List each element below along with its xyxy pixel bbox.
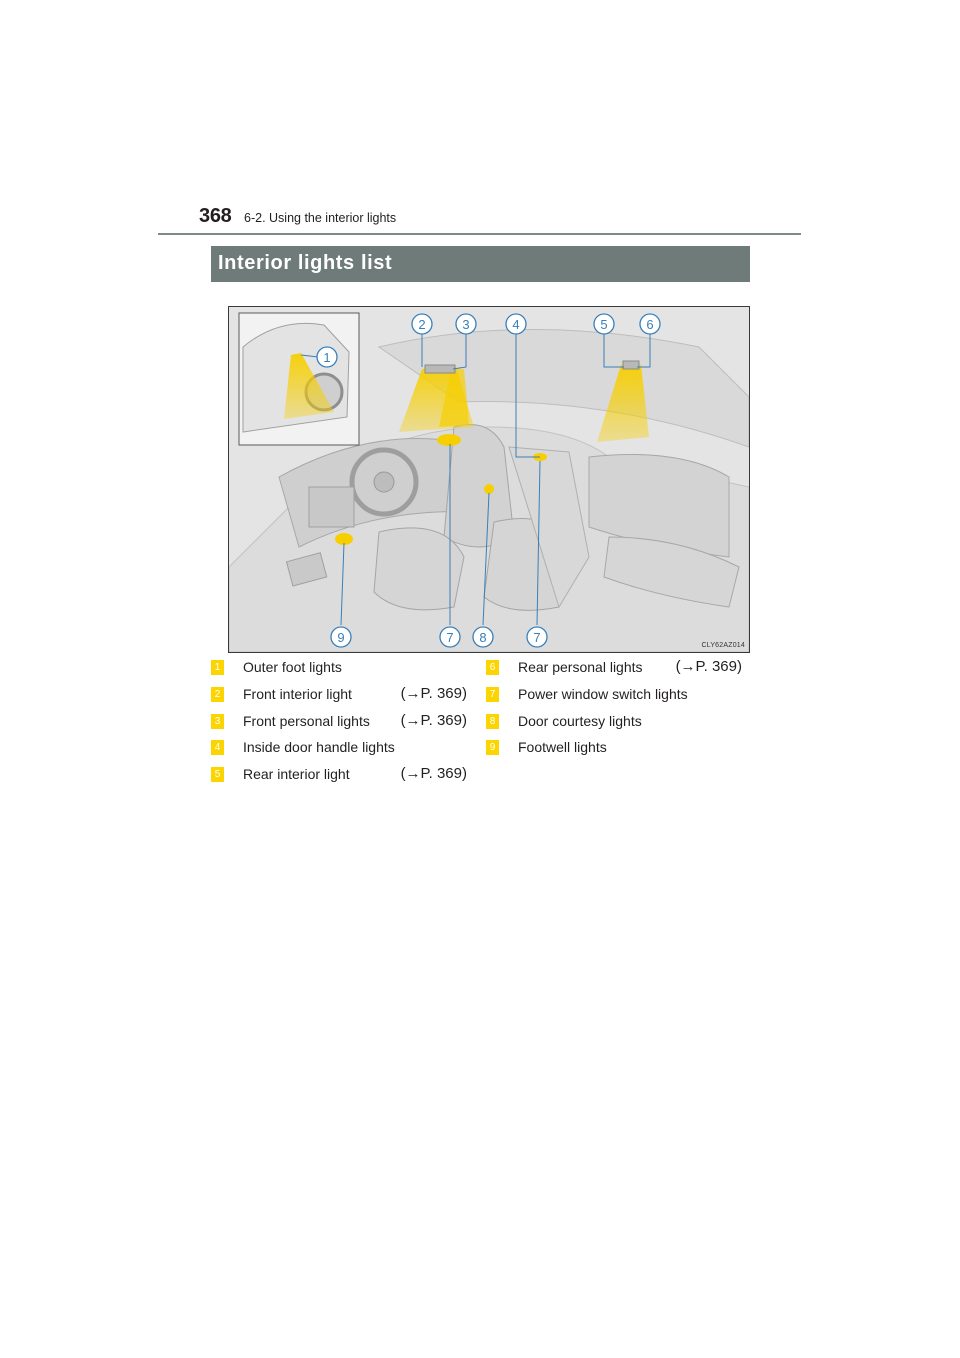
legend-list-left [211,657,471,791]
page-reference[interactable]: (→P. 369) [675,658,742,675]
item-number-badge: 1 [211,660,224,675]
item-number-badge: 9 [486,740,499,755]
item-number-badge: 4 [211,740,224,755]
item-label: Outer foot lights [243,659,342,675]
callout-3: 3 [462,317,470,332]
item-label: Front interior light [243,685,352,702]
item-label: Inside door handle lights [243,739,395,756]
page-reference[interactable]: (→P. 369) [400,711,467,729]
list-item [486,737,750,764]
title-bar [211,246,750,282]
callout-2: 2 [418,317,426,332]
callout-6: 6 [646,317,654,332]
callout-8: 8 [479,630,487,645]
callout-4: 4 [512,317,520,332]
list-item [211,737,471,764]
section-title: 6-2. Using the interior lights [244,211,397,225]
item-label: Rear interior light [243,766,350,783]
list-item [486,657,750,684]
callout-9: 9 [337,630,345,645]
list-item [486,684,750,711]
item-label: Footwell lights [518,739,607,756]
callout-1: 1 [323,350,331,365]
list-item [211,764,471,791]
list-item [211,657,471,684]
page-reference[interactable]: (→P. 369) [400,684,467,702]
item-label: Power window switch lights [518,685,688,702]
legend-list-right [486,657,750,764]
item-label: Rear personal lights [518,659,643,675]
list-item [211,684,471,711]
item-number-badge: 7 [486,687,499,702]
item-number-badge: 3 [211,714,224,729]
list-item [486,711,750,738]
page-number: 368 [199,205,232,227]
callout-5: 5 [600,317,608,332]
item-number-badge: 8 [486,714,499,729]
callout-7b: 7 [533,630,541,645]
item-number-badge: 5 [211,767,224,782]
interior-lights-figure [228,306,750,653]
item-number-badge: 6 [486,660,499,675]
figure-code: CLY62AZ014 [701,642,745,649]
car-interior-illustration [229,307,749,652]
list-item [211,711,471,738]
page-title: Interior lights list [218,252,393,274]
item-label: Door courtesy lights [518,712,642,729]
header-divider [158,233,801,235]
item-label: Front personal lights [243,712,370,729]
callout-7a: 7 [446,630,454,645]
item-number-badge: 2 [211,687,224,702]
page-reference[interactable]: (→P. 369) [400,765,467,783]
